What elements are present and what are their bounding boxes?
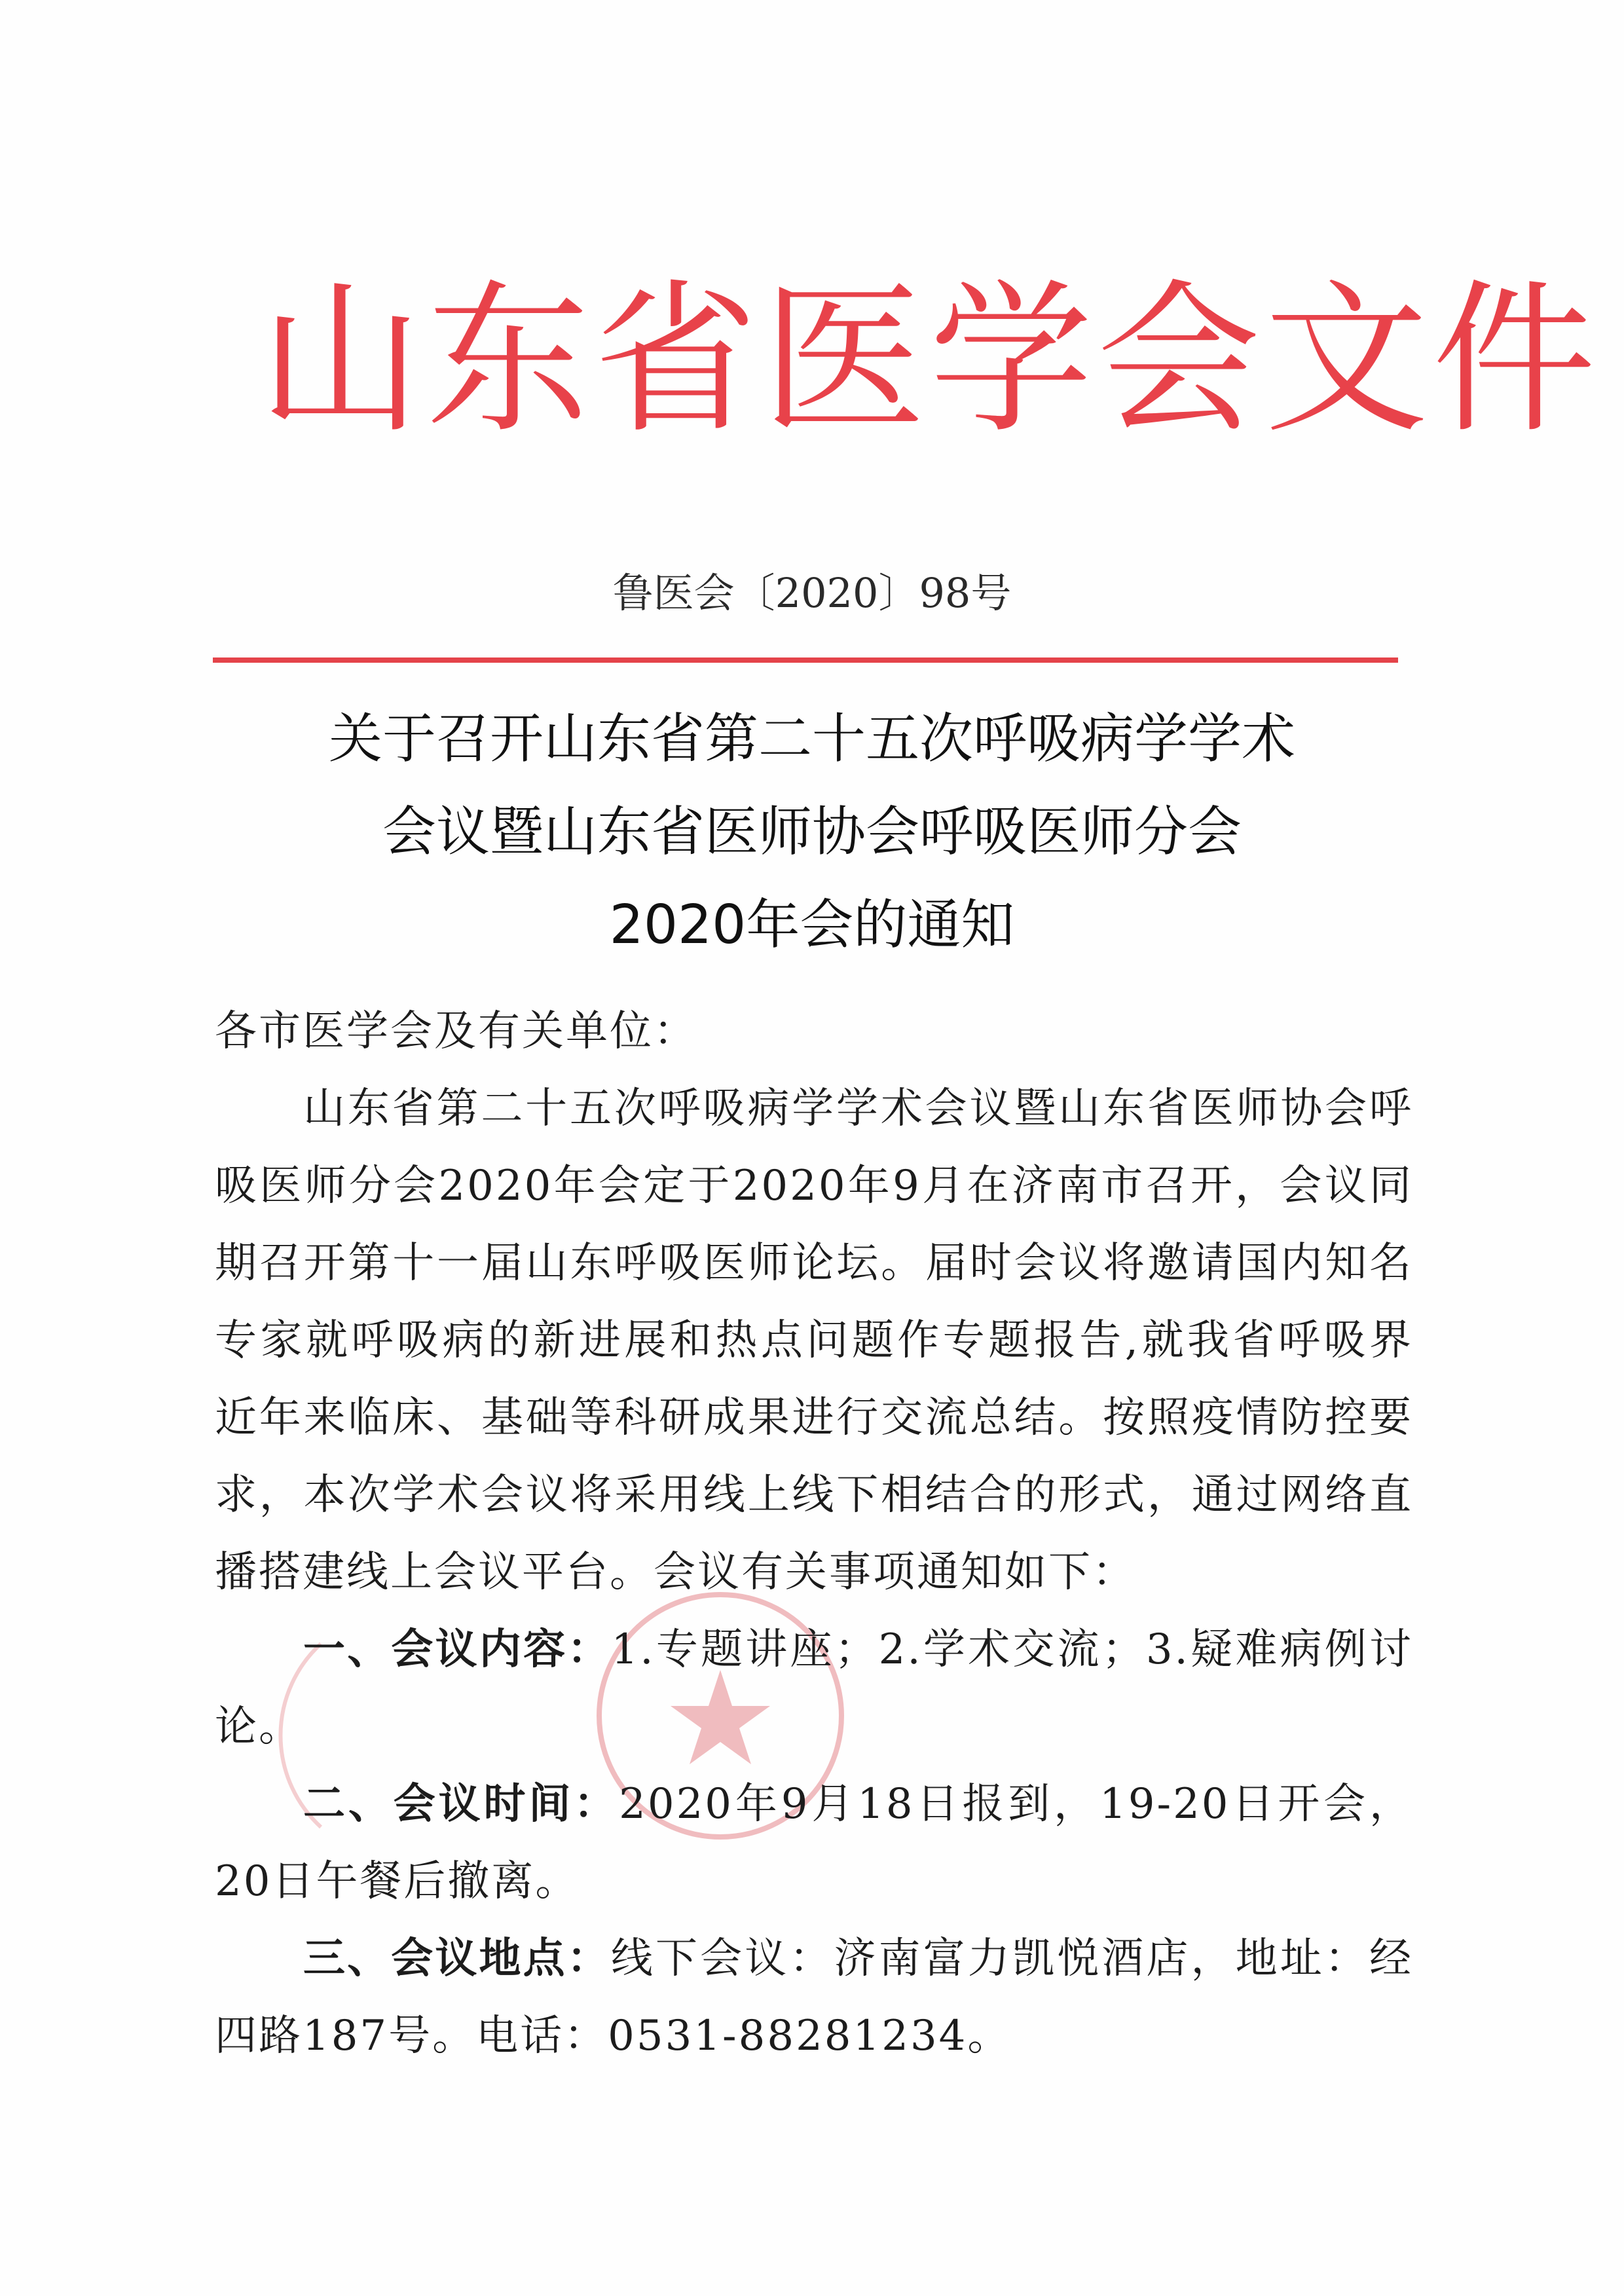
- intro-paragraph: 山东省第二十五次呼吸病学学术会议暨山东省医师协会呼吸医师分会2020年会定于2020年9月在济南市召开，会议同期召开第十一届山东呼吸医师论坛。届时会议将邀请国内知名专家就呼吸病的新进展和热点问题作专题报告,就我省呼吸界近年来临床、基础等科研成果进行交流总结。按照疫情防控要求，本次学术会议将采用线上线下相结合的形式，通过网络直播搭建线上会议平台。会议有关事项通知如下：: [215, 1084, 1413, 1597]
- section-content: [215, 1611, 1413, 1766]
- notice-title: [0, 693, 1624, 972]
- notice-title-line-1: 关于召开山东省第二十五次呼吸病学学术: [328, 708, 1295, 770]
- section-time: [215, 1766, 1413, 1920]
- red-divider-rule: [213, 657, 1398, 663]
- masthead-title: 山东省医学会文件: [259, 265, 1600, 455]
- section-location: [215, 1920, 1413, 2075]
- document-number: 鲁医会〔2020〕98号: [612, 569, 1012, 617]
- section-text-time: 2020年9月18日报到，19-20日开会，20日午餐后撤离。: [215, 1780, 1414, 1906]
- salutation: 各市医学会及有关单位：: [215, 1007, 697, 1056]
- section-label-content: 一、会议内容：: [303, 1625, 612, 1674]
- notice-body: [215, 993, 1413, 2075]
- notice-title-line-3: 2020年会的通知: [609, 894, 1015, 956]
- section-text-location: 线下会议：济南富力凯悦酒店，地址：经四路187号。电话：0531-88281234。: [215, 1935, 1413, 2060]
- section-label-time: 二、会议时间：: [303, 1780, 619, 1828]
- section-label-location: 三、会议地点：: [303, 1935, 611, 1983]
- section-text-content: 1.专题讲座；2.学术交流；3.疑难病例讨论。: [215, 1625, 1413, 1751]
- notice-title-line-2: 会议暨山东省医师协会呼吸医师分会: [382, 801, 1242, 863]
